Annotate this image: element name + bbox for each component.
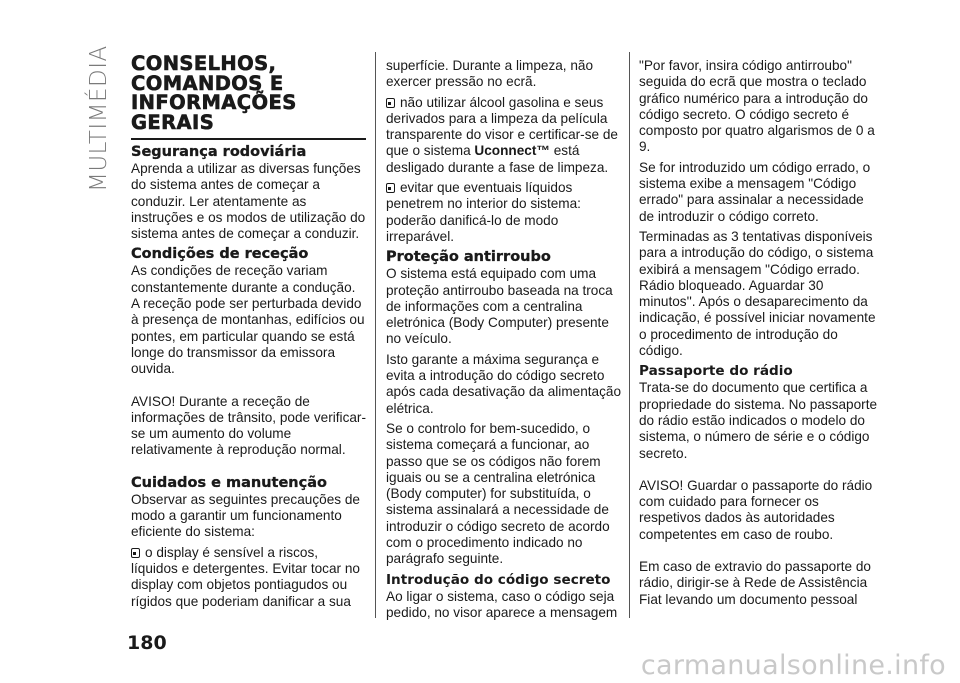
paragraph: Ao ligar o sistema, caso o código seja pedido, no visor aparece a mensagem <box>386 588 618 620</box>
bullet-text: não utilizar álcool gasolina e seus derivados para a limpeza da película transparente do visor e certificar-se de que o sistema <box>386 94 618 159</box>
paragraph: Isto garante a máxima segurança e evita a introdução do código secreto após cada desativação da alimentação elétrica. <box>386 351 622 416</box>
heading-reception-conditions: Condições de receção <box>131 246 309 263</box>
paragraph: O sistema está equipado com uma proteção antirroubo baseada na troca de informações com a centralina eletrónica (Body Computer) presente no veículo. <box>386 266 613 347</box>
paragraph: Se for introduzido um código errado, o sistema exibe a mensagem "Código errado" para assinalar a necessidade de introduzir o código correto. <box>639 159 871 224</box>
paragraph: Observar as seguintes precauções de modo a garantir um funcionamento eficiente do sistema: <box>131 491 360 540</box>
section-side-label: MULTIMÉDIA <box>86 45 112 192</box>
bullet-text: o display é sensível a riscos, líquidos e detergentes. Evitar tocar no display com objetos pontiagudos ou rígidos que poderiam danificar a sua <box>131 544 360 609</box>
paragraph: Aprenda a utilizar as diversas funções do sistema antes de começar a conduzir. Ler atentamente as instruções e os modos de utilização do sistema antes de começar a conduzir. <box>131 161 366 242</box>
paragraph: As condições de receção variam constantemente durante a condução. A receção pode ser perturbada devido à presença de montanhas, edifícios ou pontes, em particular quando se está longe do transmissor da emissora ouvida. <box>131 263 365 377</box>
paragraph: "Por favor, insira código antirroubo" seguida do ecrã que mostra o teclado gráfico numérico para a introdução do código secreto. O código secreto é composto por quatro algarismos de 0 a 9. <box>639 58 875 155</box>
heading-anti-theft: Proteção antirroubo <box>386 249 551 266</box>
heading-secret-code: Introdução do código secreto <box>386 571 611 588</box>
page-number: 180 <box>127 632 167 654</box>
brand-name: Uconnect™ <box>474 143 550 159</box>
paragraph: Terminadas as 3 tentativas disponíveis para a introdução do código, o sistema exibirá a mensagem "Código errado. Rádio bloqueado. Aguardar 30 minutos''. Após o desaparecimento da indicação, é possível iniciar novamente o procedimento de introdução do código. <box>639 228 876 359</box>
paragraph: Se o controlo for bem-sucedido, o sistema começará a funcionar, ao passo que se os códigos não forem iguais ou se a centralina eletrónica (Body computer) for substituída, o sistema assinalará a necessidade de introduzir o código secreto de acordo com o procedimento indicado no parágrafo seguinte. <box>386 420 610 567</box>
bullet-text: evitar que eventuais líquidos penetrem no interior do sistema: poderão danificá-lo de modo irreparável. <box>386 180 581 244</box>
heading-road-safety: Segurança rodoviária <box>131 144 307 160</box>
paragraph: Em caso de extravio do passaporte do rádio, dirigir-se à Rede de Assistência Fiat levando um documento pessoal <box>639 559 871 607</box>
bullet-item <box>386 180 622 245</box>
watermark: carmanualsonline.info <box>640 650 946 681</box>
column-3 <box>639 58 879 612</box>
bullet-text: está desligado durante a fase de limpeza. <box>386 143 609 175</box>
warning-paragraph: AVISO! Durante a receção de informações de trânsito, pode verificar-se um aumento do volume relativamente à reprodução normal. <box>131 393 366 458</box>
column-divider <box>375 52 376 618</box>
paragraph: Trata-se do documento que certifica a propriedade do sistema. No passaporte do rádio estão indicados o modelo do sistema, o número de série e o código secreto. <box>639 380 878 461</box>
paragraph: superfície. Durante a limpeza, não exercer pressão no ecrã. <box>386 58 594 90</box>
page-title: CONSELHOS, COMANDOS E INFORMAÇÕES GERAIS <box>131 52 297 134</box>
bullet-item <box>386 95 622 176</box>
heading-radio-passport: Passaporte do rádio <box>639 363 793 380</box>
heading-care-maintenance: Cuidados e manutenção <box>131 474 327 491</box>
bullet-icon <box>131 548 140 558</box>
column-2 <box>386 58 622 625</box>
column-divider <box>629 52 630 618</box>
warning-paragraph: AVISO! Guardar o passaporte do rádio com cuidado para fornecer os respetivos dados às autoridades competentes em caso de roubo. <box>639 477 873 542</box>
column-1 <box>131 54 366 614</box>
bullet-icon <box>386 98 395 108</box>
bullet-item <box>131 545 366 610</box>
bullet-icon <box>386 183 395 193</box>
title-rule <box>131 138 366 140</box>
